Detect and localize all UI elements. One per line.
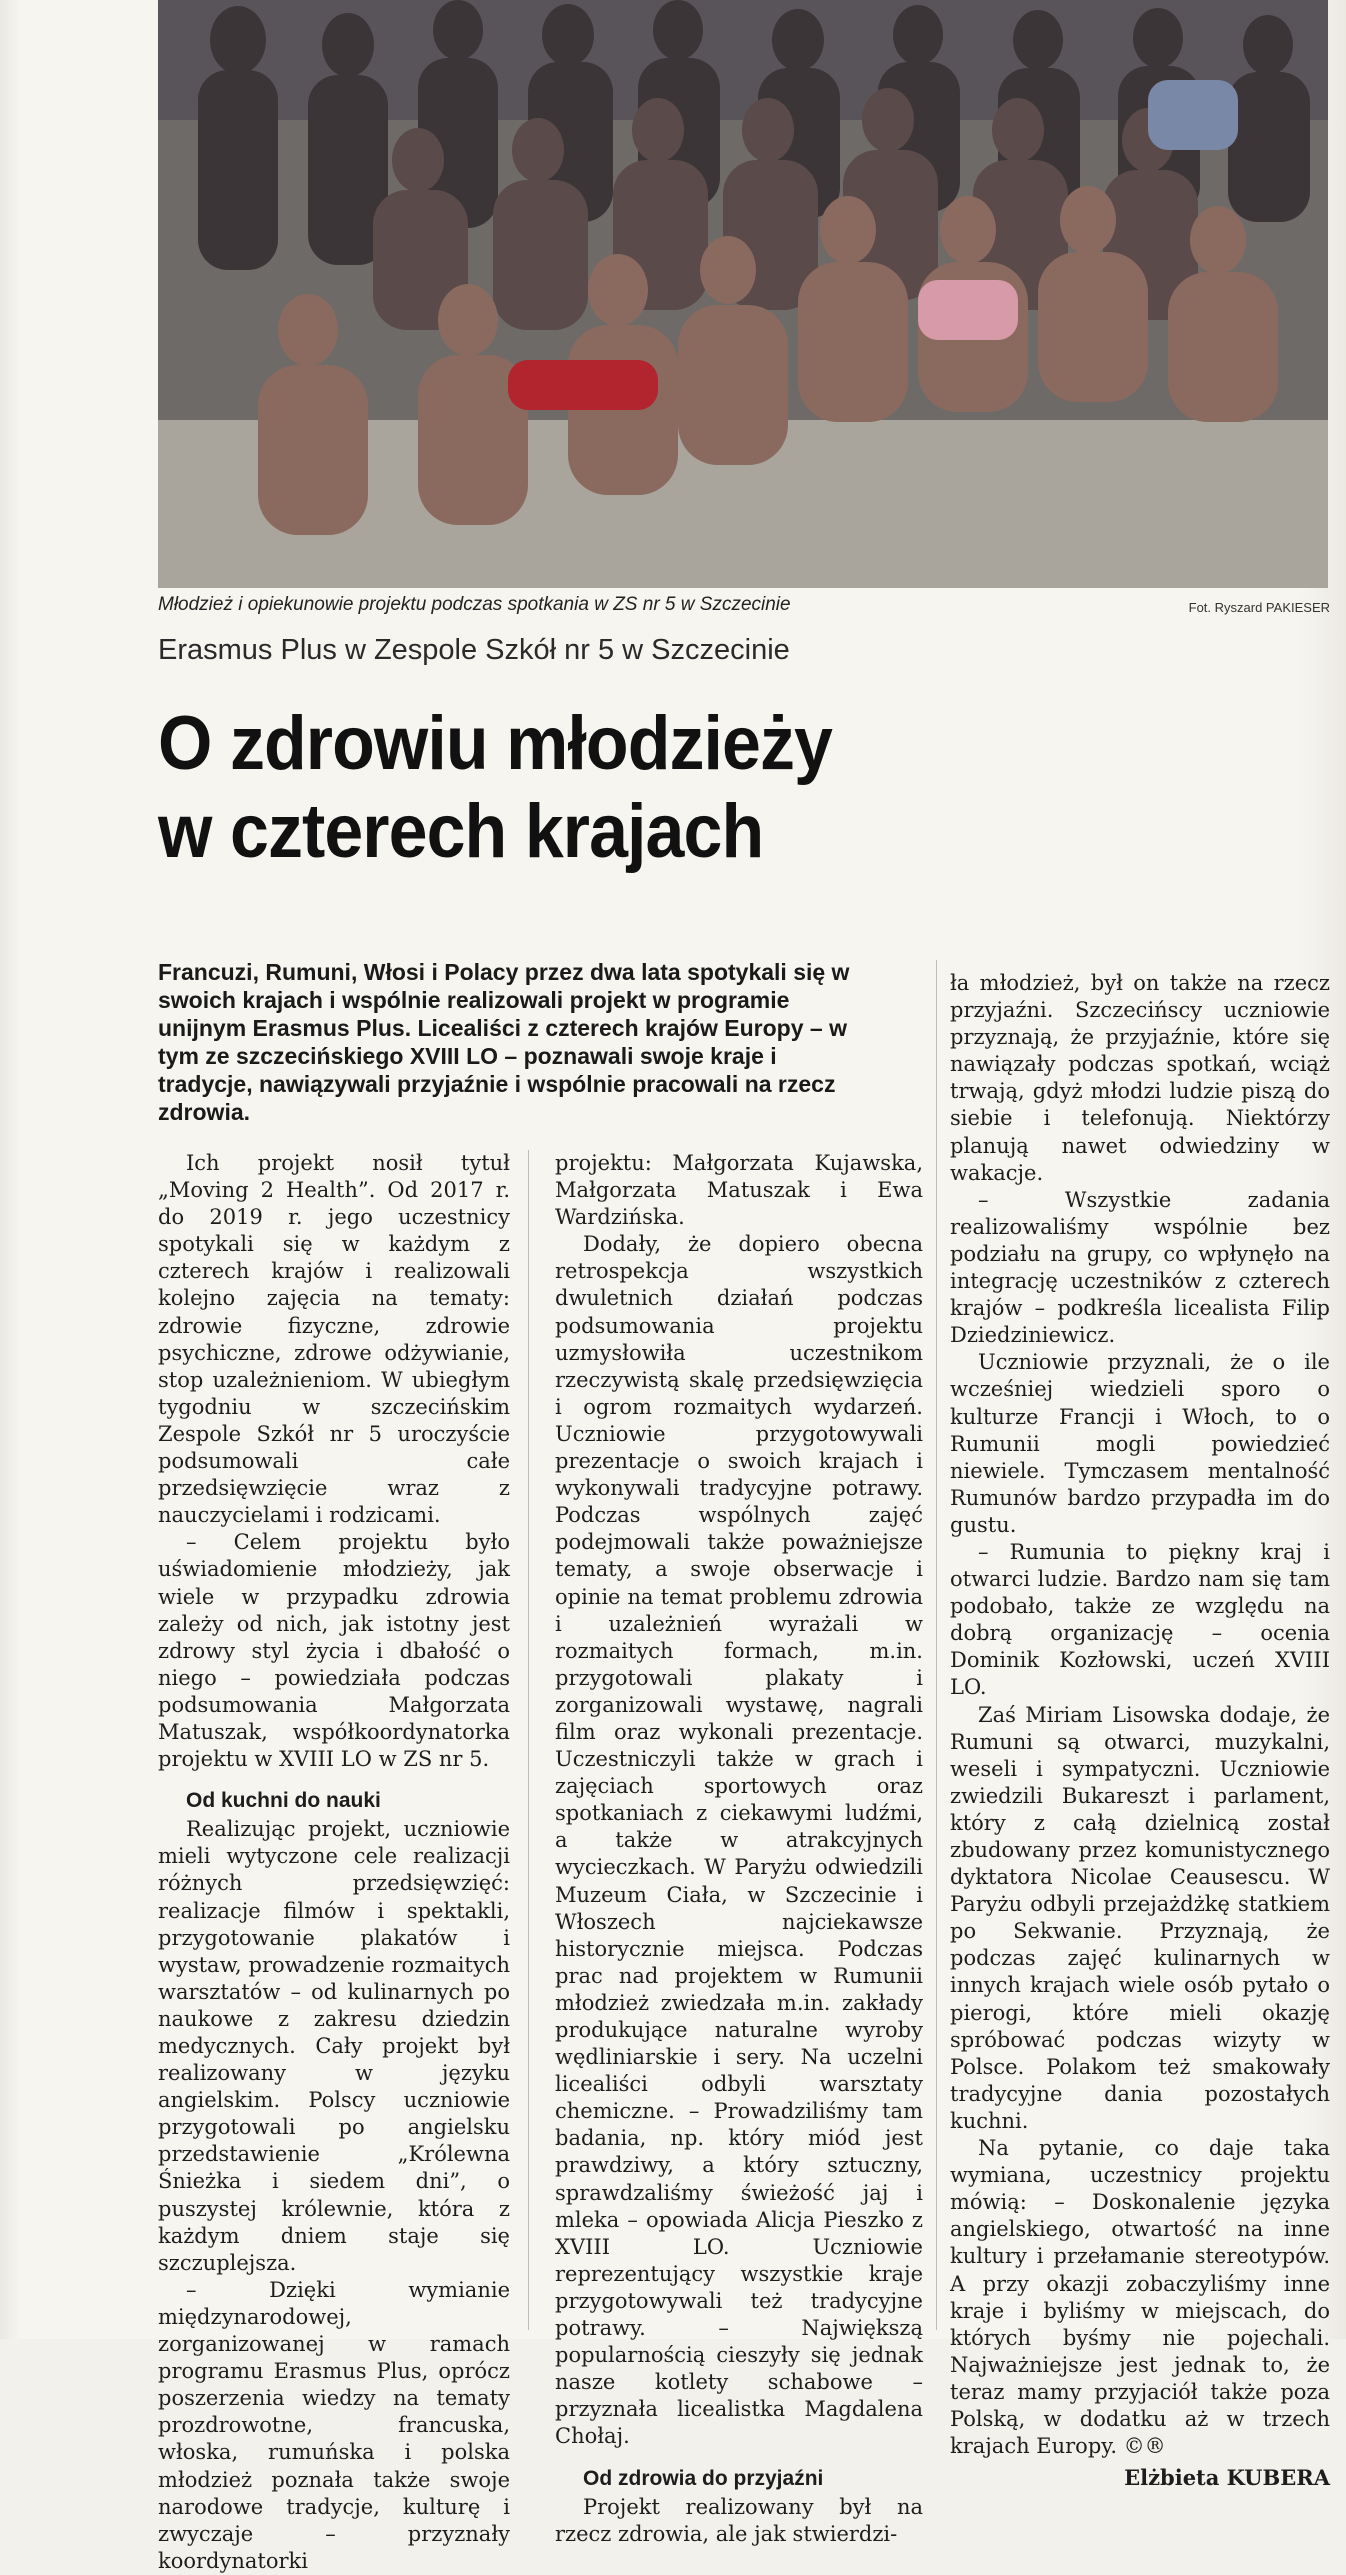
article-author: Elżbieta KUBERA	[1124, 2465, 1330, 2491]
paragraph: Ich projekt nosił tytuł „Moving 2 Health”. Od 2017 r. do 2019 r. jego uczestnicy spotykali się w każdym z czterech krajów i realizowali kolejno zajęcia na tematy: zdrowie fizyczne, zdrowie psychiczne, zdrowe odżywianie, stop uzależnieniom. W ubiegłym tygodniu w szczecińskim Zespole Szkół nr 5 uroczyście podsumowali całe przedsięwzięcie wraz z nauczycielami i rodzicami.	[158, 1151, 510, 1528]
paragraph: Uczniowie przyznali, że o ile wcześniej wiedzieli sporo o kulturze Francji i Włoch, to o Rumunii mogli powiedzieć niewiele. Tymczasem mentalność Rumunów bardzo przypadła im do gustu.	[950, 1350, 1330, 1537]
article-lead: Francuzi, Rumuni, Włosi i Polacy przez dwa lata spotykali się w swoich krajach i wspólnie realizowali projekt w programie unijnym Erasmus Plus. Licealiści z czterech krajów Europy – w tym ze szczecińskiego XVIII LO – poznawali swoje kraje i tradycje, nawiązywali przyjaźnie i wspólnie pracowali na rzecz zdrowia.	[158, 959, 850, 1125]
article-column-2	[555, 1150, 923, 2548]
paragraph: – Rumunia to piękny kraj i otwarci ludzie. Bardzo nam się tam podobało, także ze względu na dobrą organizację – ocenia Dominik Kozłowski, uczeń XVIII LO.	[950, 1539, 1330, 1700]
paragraph: – Celem projektu było uświadomienie młodzieży, jak wiele w przypadku zdrowia zależy od nich, jak istotny jest zdrowy styl życia i dbałość o niego – powiedziała podczas podsumowania Małgorzata Matuszak, współkoordynatorka projektu w XVIII LO w ZS nr 5.	[158, 1530, 510, 1772]
article-column-1	[158, 1150, 510, 2575]
group-photo-drawing	[158, 0, 1328, 588]
paragraph: projektu: Małgorzata Kujawska, Małgorzata Matuszak i Ewa Wardzińska.	[555, 1151, 923, 1230]
headline-line-2: w czterech krajach	[158, 789, 764, 874]
paragraph: – Wszystkie zadania realizowaliśmy wspólnie bez podziału na grupy, co wpłynęło na integrację uczestników z czterech krajów – podkreśla licealista Filip Dziedziniewicz.	[950, 1187, 1330, 1348]
paragraph: – Dzięki wymianie międzynarodowej, zorganizowanej w ramach programu Erasmus Plus, oprócz poszerzenia wiedzy na tematy prozdrowotne, francuska, włoska, rumuńska i polska młodzież poznała także swoje narodowe tradycje, kulturę i zwyczaje – przyznały koordynatorki	[158, 2277, 510, 2573]
paragraph: Na pytanie, co daje taka wymiana, uczestnicy projektu mówią: – Doskonalenie języka angielskiego, otwartość na inne kultury i przełamanie stereotypów. A przy okazji zobaczyliśmy inne kraje i byliśmy w miejscach, do których byśmy nie pojechali. Najważniejsze jest jednak to, że teraz mamy przyjaciół także poza Polską, w dodatku aż w trzech krajach Europy. ©®	[950, 2136, 1330, 2459]
photo-caption: Młodzież i opiekunowie projektu podczas spotkania w ZS nr 5 w Szczecinie	[158, 594, 791, 615]
subheading: Od zdrowia do przyjaźni	[583, 2466, 824, 2490]
column-divider	[936, 960, 937, 2330]
subheading: Od kuchni do nauki	[186, 1789, 381, 1813]
photo-credit: Fot. Ryszard PAKIESER	[1188, 600, 1330, 615]
paragraph: Dodały, że dopiero obecna retrospekcja wszystkich dwuletnich działań podczas podsumowania projektu uzmysłowiła uczestnikom rzeczywistą skalę przedsięwzięcia i ogrom rozmaitych wydarzeń. Uczniowie przygotowywali prezentacje o swoich krajach i wykonywali tradycyjne potrawy. Podczas wspólnych zajęć podejmowali także poważniejsze tematy, a swoje obserwacje i opinie na temat problemu zdrowia i uzależnień wyrażali w rozmaitych formach, m.in. przygotowali plakaty i zorganizowali wystawę, nagrali film oraz wykonali prezentacje. Uczestniczyli także w grach i zajęciach sportowych oraz spotkaniach z ciekawymi ludźmi, a także w atrakcyjnych wycieczkach. W Paryżu odwiedzili Muzeum Ciała, w Szczecinie i Włoszech najciekawsze historycznie miejsca. Podczas prac nad projektem w Rumunii młodzież zwiedzała m.in. zakłady produkujące naturalne wyroby wędliniarskie i sery. Na uczelni licealiści odbyli warsztaty chemiczne. – Prowadziliśmy tam badania, np. który miód jest prawdziwy, a który sztuczny, sprawdzaliśmy świeżość jaj i mleka – opowiada Alicja Pieszko z XVIII LO. Uczniowie reprezentujący wszystkie kraje przygotowywali też tradycyjne potrawy. – Największą popularnością cieszyły się jednak nasze kotlety schabowe – przyznała licealistka Magdalena Chołaj.	[555, 1232, 923, 2449]
paragraph: ła młodzież, był on także na rzecz przyjaźni. Szczecińscy uczniowie przyznają, że przyjaźnie, które się nawiązały podczas spotkań, wciąż trwają, gdyż młodzi ludzie piszą do siebie i telefonują. Niektórzy planują nawet odwiedziny w wakacje.	[950, 971, 1330, 1185]
article-kicker: Erasmus Plus w Zespole Szkół nr 5 w Szczecinie	[158, 634, 790, 666]
paragraph: Zaś Miriam Lisowska dodaje, że Rumuni są otwarci, muzykalni, weseli i sympatyczni. Uczniowie zwiedzili Bukareszt i parlament, który z całą dzielnicą został zbudowany przez komunistycznego dyktatora Nicolae Ceausescu. W Paryżu odbyli przejażdżkę statkiem po Sekwanie. Przyznają, że podczas zajęć kulinarnych w innych krajach wiele osób pytało o pierogi, które mieli okazję spróbować podczas wizyty w Polsce. Polakom też smakowały tradycyjne dania pozostałych kuchni.	[950, 1702, 1330, 2133]
group-photo	[158, 0, 1328, 588]
headline-line-1: O zdrowiu młodzieży	[158, 701, 833, 786]
paragraph: Realizując projekt, uczniowie mieli wytyczone cele realizacji różnych przedsięwzięć: realizacje filmów i spektakli, przygotowanie plakatów i wystaw, prowadzenie rozmaitych warsztatów – od kulinarnych po naukowe z zakresu dziedzin medycznych. Cały projekt był realizowany w języku angielskim. Polscy uczniowie przygotowali po angielsku przedstawienie „Królewna Śnieżka i siedem dni”, o puszystej królewnie, która z każdym dniem staje się szczuplejsza.	[158, 1817, 510, 2275]
column-divider	[528, 1150, 529, 2330]
article-headline	[158, 700, 1170, 876]
article-column-3	[950, 970, 1330, 2491]
paragraph: Projekt realizowany był na rzecz zdrowia, ale jak stwierdzi-	[555, 2494, 923, 2546]
